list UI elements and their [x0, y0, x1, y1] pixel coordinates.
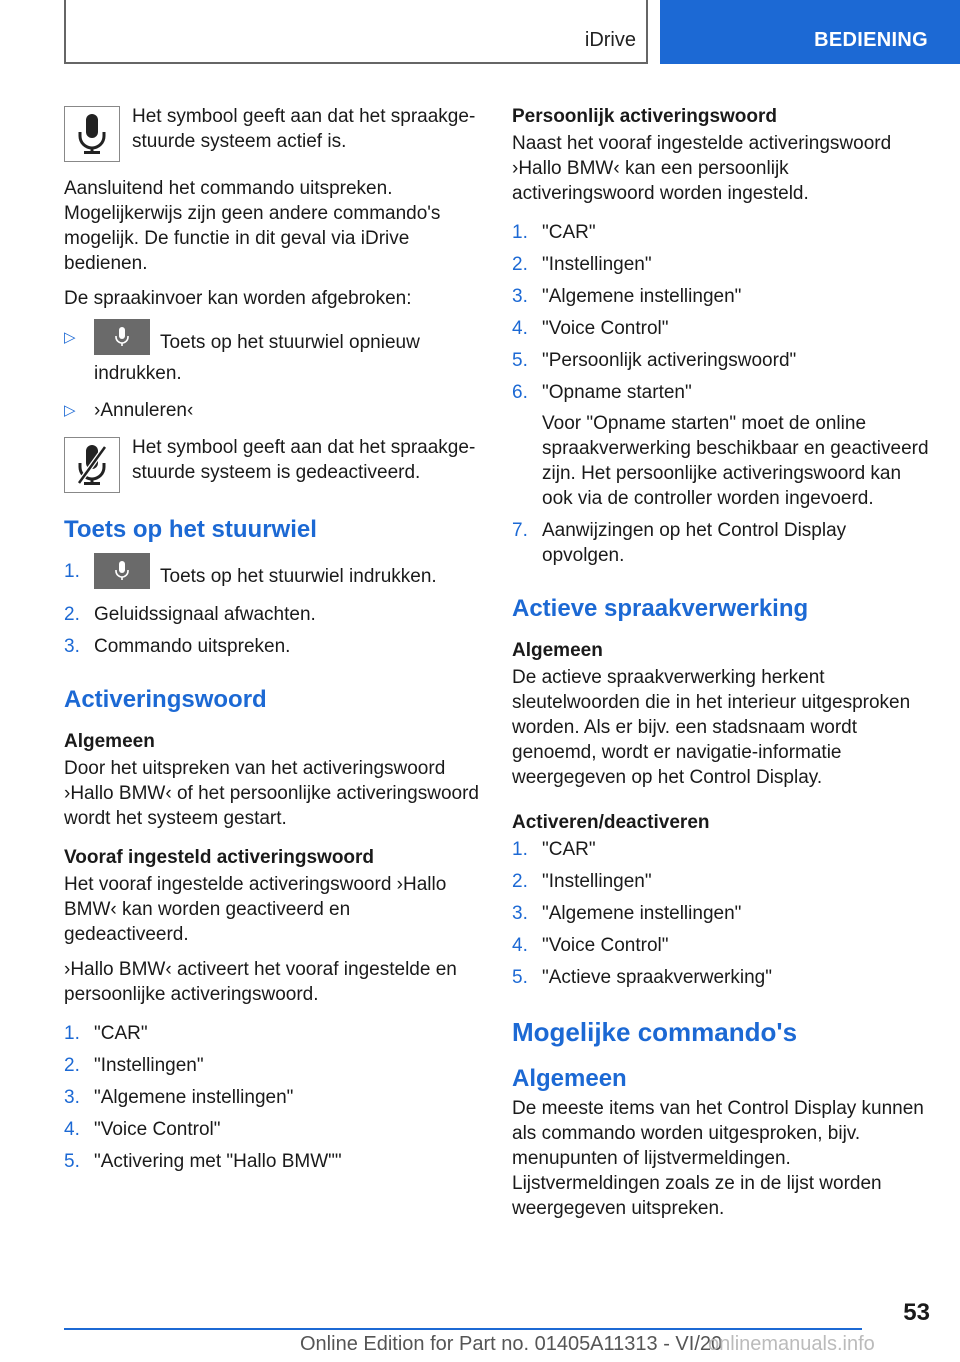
- cancel-options-list: [64, 325, 480, 423]
- toets-steps: [64, 559, 480, 659]
- persoonlijk-steps: [512, 220, 930, 568]
- list-item: 5. "Persoonlijk activeringswoord": [512, 350, 797, 371]
- subheading: Algemeen: [64, 731, 155, 752]
- section-heading: Toets op het stuurwiel: [64, 516, 317, 543]
- header-section: iDrive: [584, 29, 636, 51]
- steering-wheel-voice-key-icon: [94, 319, 150, 355]
- activeren-steps: [512, 837, 930, 990]
- paragraph: ›Hallo BMW‹ activeert het vooraf ingestelde en persoonlijke activeringswoord.: [64, 959, 457, 1005]
- paragraph: Het vooraf ingestelde activeringswoord ›Hallo BMW‹ kan worden geactiveerd en gedeactiveerd.: [64, 874, 447, 945]
- header-chapter: BEDIENING: [814, 29, 928, 51]
- list-item: 4. "Voice Control": [64, 1119, 221, 1140]
- vooraf-steps: [64, 1021, 480, 1174]
- microphone-off-icon: [64, 437, 120, 493]
- section-heading: Actieve spraakverwerking: [512, 595, 809, 622]
- list-item: 3. Commando uitspreken.: [64, 636, 291, 657]
- microphone-icon: [64, 106, 120, 162]
- list-item: 2. Geluidssignaal afwachten.: [64, 604, 316, 625]
- steering-wheel-voice-key-icon: [94, 553, 150, 589]
- paragraph: De meeste items van het Control Display kunnen als commando worden uitgesproken, bijv. menupunten of lijstvermeldingen. Lijstvermeldingen zoals ze in de lijst worden weergegeven uitspreken.: [512, 1098, 924, 1219]
- page-number: 53: [903, 1299, 930, 1326]
- list-item: [64, 398, 480, 423]
- list-item: 5. "Activering met "Hallo BMW"": [64, 1151, 342, 1172]
- voice-inactive-note: [64, 435, 480, 493]
- section-heading: Activeringswoord: [64, 686, 267, 713]
- list-item: 1. "CAR": [512, 222, 596, 243]
- subheading: Algemeen: [512, 640, 603, 661]
- triangle-bullet-icon: ▷: [64, 329, 76, 346]
- chapter-heading: Mogelijke commando's: [512, 1017, 798, 1047]
- footer-watermark: onlinemanuals.info: [708, 1333, 875, 1355]
- paragraph: Aansluitend het commando uitspreken. Mogelijkerwijs zijn geen andere commando's mogelijk. De functie in dit geval via iDrive bedienen.: [64, 178, 441, 274]
- list-item: 3. "Algemene instellingen": [512, 903, 742, 924]
- subheading: Vooraf ingesteld activeringswoord: [64, 847, 375, 868]
- list-item: [64, 325, 480, 386]
- list-item: 1. Toets op het stuurwiel indrukken.: [64, 559, 480, 595]
- voice-active-text: Het symbool geeft aan dat het spraakgestuurde systeem actief is.: [132, 106, 476, 152]
- list-item: 5. "Actieve spraakverwerking": [512, 967, 772, 988]
- list-item-text: ›Annuleren‹: [94, 400, 194, 421]
- paragraph: Door het uitspreken van het activeringswoord ›Hallo BMW‹ of het persoonlijke activeringswoord wordt het systeem gestart.: [64, 758, 479, 829]
- list-item: 1. "CAR": [64, 1023, 148, 1044]
- list-item: 2. "Instellingen": [512, 871, 652, 892]
- subheading: Persoonlijk activeringswoord: [512, 106, 778, 127]
- voice-active-note: [64, 104, 480, 162]
- step-note: Voor "Opname starten" moet de online spraakverwerking beschikbaar en geactiveerd zijn. Het persoonlijke activeringswoord kan ook via de controller worden ingevoerd.: [542, 413, 929, 509]
- triangle-bullet-icon: ▷: [64, 402, 76, 419]
- section-heading: Algemeen: [512, 1065, 627, 1092]
- list-item: 3. "Algemene instellingen": [512, 286, 742, 307]
- list-item: 4. "Voice Control": [512, 935, 669, 956]
- list-item: 7. Aanwijzingen op het Control Display opvolgen.: [512, 520, 847, 566]
- paragraph: De spraakinvoer kan worden afgebroken:: [64, 288, 412, 309]
- list-item-text: Toets op het stuurwiel opnieuw indrukken.: [94, 332, 420, 384]
- subheading: Activeren/deactiveren: [512, 812, 710, 833]
- voice-inactive-text: Het symbool geeft aan dat het spraakgestuurde systeem is gedeactiveerd.: [132, 437, 476, 483]
- footer-edition: Online Edition for Part no. 01405A11313 - VI/20: [300, 1333, 723, 1355]
- list-item: 4. "Voice Control": [512, 318, 669, 339]
- list-item: 2. "Instellingen": [512, 254, 652, 275]
- list-item: 2. "Instellingen": [64, 1055, 204, 1076]
- list-item: 6. "Opname starten" Voor "Opname starten" moet de online spraakverwerking beschikbaar en geactiveerd zijn. Het persoonlijke activeringswoord kan ook via de controller worden ingevoerd.: [512, 382, 929, 509]
- footer-rule: [64, 1328, 862, 1330]
- paragraph: De actieve spraakverwerking herkent sleutelwoorden die in het interieur uitgesproken worden. Als er bijv. een stadsnaam wordt genoemd, wordt er navigatie-informatie weergegeven op het Control Display.: [512, 667, 911, 788]
- list-item: 3. "Algemene instellingen": [64, 1087, 294, 1108]
- right-column: [512, 104, 930, 1231]
- left-column: [64, 104, 480, 1186]
- paragraph: Naast het vooraf ingestelde activeringswoord ›Hallo BMW‹ kan een persoonlijk activeringswoord worden ingesteld.: [512, 133, 892, 204]
- list-item: 1. "CAR": [512, 839, 596, 860]
